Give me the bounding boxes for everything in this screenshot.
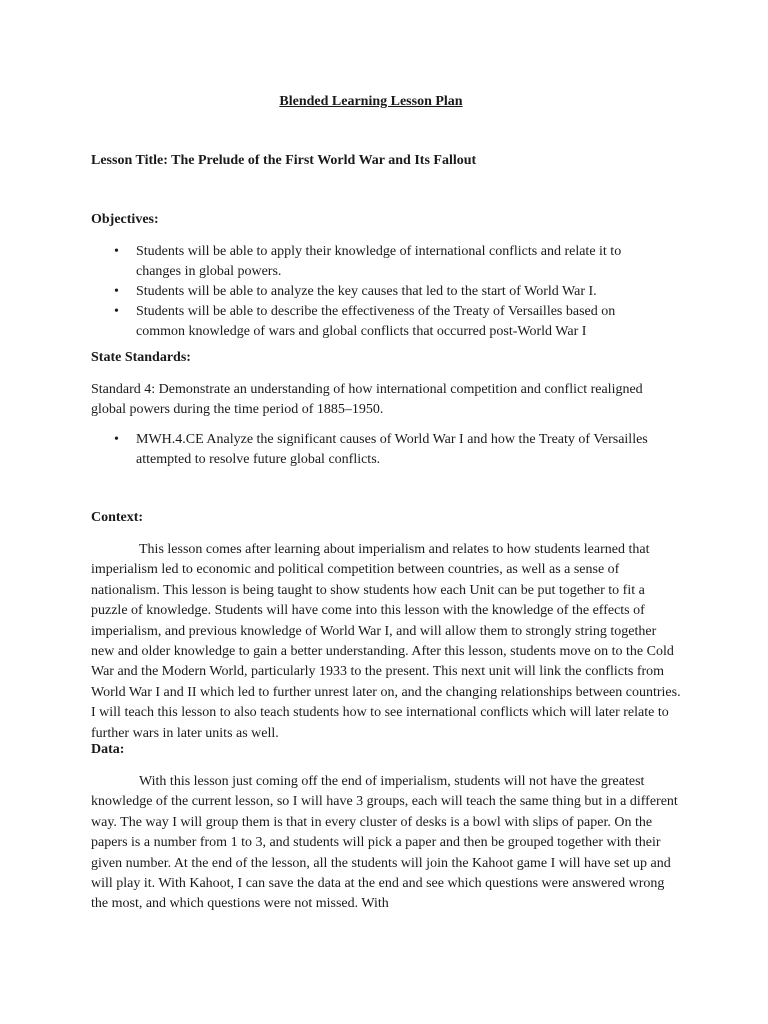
standard-bullet-text: MWH.4.CE Analyze the significant causes of World War I and how the Treaty of Versailles attempted to resolve future global conflicts. (136, 432, 648, 467)
objective-text: Students will be able to analyze the key causes that led to the start of World War I. (136, 284, 597, 299)
standard-bullet-item (112, 430, 652, 470)
objective-item (112, 302, 652, 342)
document-title: Blended Learning Lesson Plan (279, 94, 463, 109)
standard-text: Standard 4: Demonstrate an understanding of how international competition and conflict realigned global powers during the time period of 1885–1950. (91, 382, 643, 418)
objective-text: Students will be able to apply their knowledge of international conflicts and relate it to changes in global powers. (136, 244, 622, 279)
objective-item (112, 242, 652, 282)
data-heading: Data: (91, 742, 125, 757)
state-standards-heading: State Standards: (91, 350, 191, 365)
objective-text: Students will be able to describe the effectiveness of the Treaty of Versailles based on common knowledge of wars and global conflicts that occurred post-World War I (136, 304, 616, 339)
data-paragraph: With this lesson just coming off the end of imperialism, students will not have the greatest knowledge of the current lesson, so I will have 3 groups, each will teach the same thing but in a different way. The way I will group them is that in every cluster of desks is a bowl with slips of paper. On the papers is a number from 1 to 3, and students will pick a paper and then be grouped together with their given number. At the end of the lesson, all the students will join the Kahoot game I will have set up and will play it. With Kahoot, I can save the data at the end and see which questions were answered wrong the most, and which questions were not missed. With (91, 774, 678, 912)
bullet-icon: • (114, 304, 119, 319)
objectives-list (112, 242, 652, 342)
bullet-icon: • (114, 432, 119, 447)
bullet-icon: • (114, 244, 119, 259)
context-heading: Context: (91, 510, 144, 525)
objectives-heading: Objectives: (91, 212, 159, 227)
bullet-icon: • (114, 284, 119, 299)
standard-bullets-list (112, 430, 652, 470)
context-paragraph: This lesson comes after learning about imperialism and relates to how students learned that imperialism led to economic and political competition between countries, as well as a sense of nationalism. This lesson is being taught to show students how each Unit can be put together to fit a puzzle of knowledge. Students will have come into this lesson with the knowledge of the effects of imperialism, and previous knowledge of World War I, and will allow them to strongly string together new and older knowledge to gain a better understanding. After this lesson, students move on to the Cold War and the Modern World, particularly 1933 to the present. This next unit will link the conflicts from World War I and II which led to further unrest later on, and the changing relationships between countries. I will teach this lesson to also teach students how to see international conflicts which will later relate to further wars in later units as well. (91, 542, 681, 741)
objective-item (112, 282, 652, 302)
lesson-title: Lesson Title: The Prelude of the First World War and Its Fallout (91, 153, 477, 168)
